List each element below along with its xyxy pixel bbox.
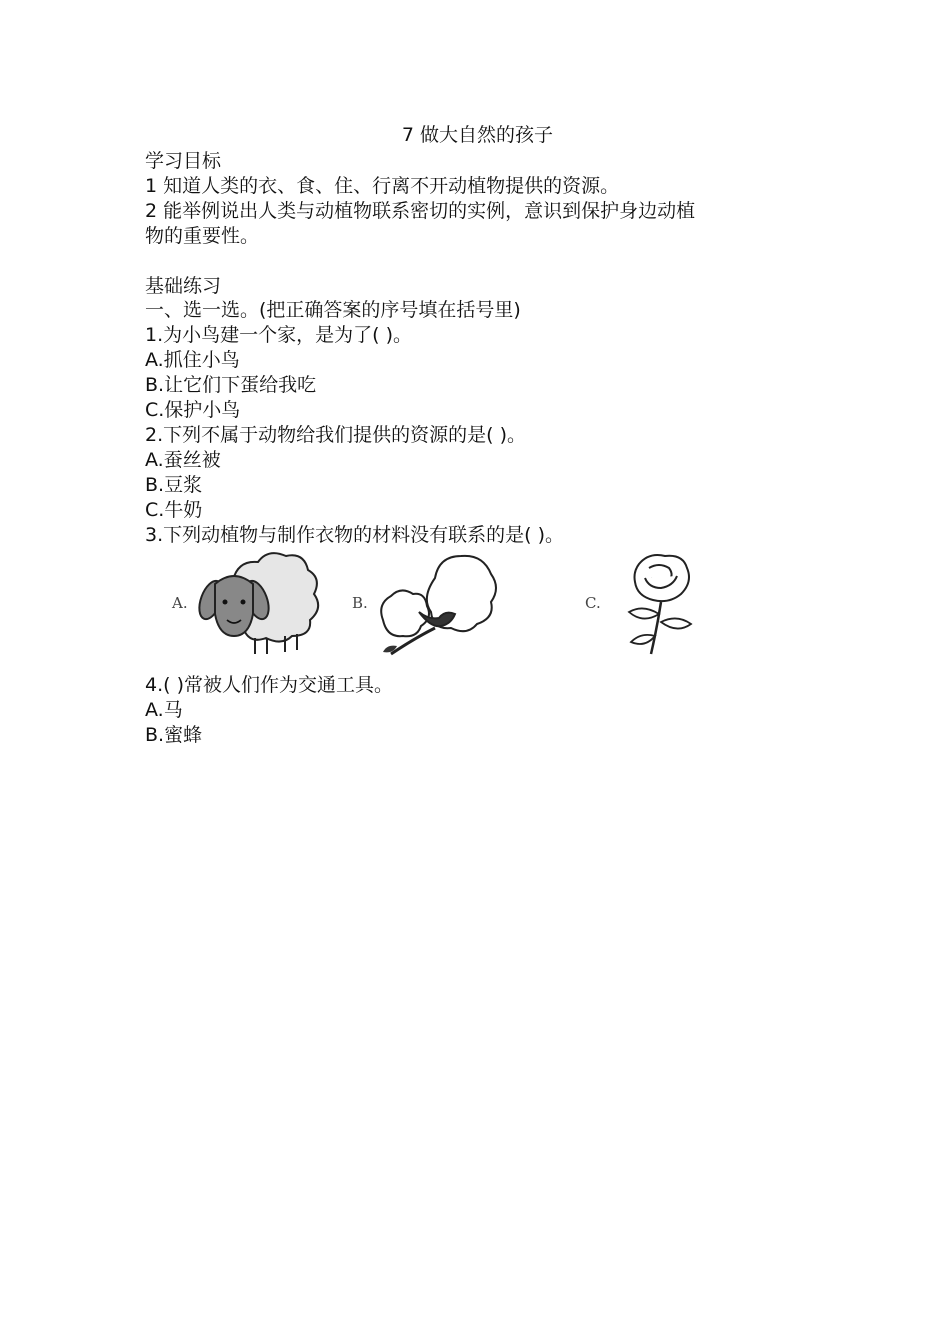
rose-icon [617,550,707,658]
question-3-figure [145,550,705,660]
figure-label-b: B. [352,594,368,612]
question-4-option-b: B.蜜蜂 [145,724,203,746]
goals-heading: 学习目标 [145,150,222,172]
figure-label-a: A. [172,594,188,612]
goal-2-line-2: 物的重要性。 [145,225,260,247]
sheep-icon [193,550,323,658]
figure-label-c: C. [585,594,601,612]
question-3-stem: 3.下列动植物与制作衣物的材料没有联系的是( )。 [145,524,564,546]
question-1-option-a: A.抓住小鸟 [145,349,240,371]
section-1-instruction: 一、选一选。(把正确答案的序号填在括号里) [145,299,521,321]
practice-heading: 基础练习 [145,275,222,297]
question-2-option-b: B.豆浆 [145,474,203,496]
question-2-option-c: C.牛奶 [145,499,203,521]
goal-1: 1 知道人类的衣、食、住、行离不开动植物提供的资源。 [145,175,620,197]
question-4-stem: 4.( )常被人们作为交通工具。 [145,674,393,696]
question-1-stem: 1.为小鸟建一个家，是为了( )。 [145,324,412,346]
cotton-icon [373,550,503,658]
question-4-option-a: A.马 [145,699,183,721]
question-2-stem: 2.下列不属于动物给我们提供的资源的是( )。 [145,424,526,446]
question-1-option-c: C.保护小鸟 [145,399,241,421]
question-2-option-a: A.蚕丝被 [145,449,221,471]
goal-2-line-1: 2 能举例说出人类与动植物联系密切的实例，意识到保护身边动植 [145,200,696,222]
page-title: 7 做大自然的孩子 [401,124,554,146]
question-1-option-b: B.让它们下蛋给我吃 [145,374,317,396]
